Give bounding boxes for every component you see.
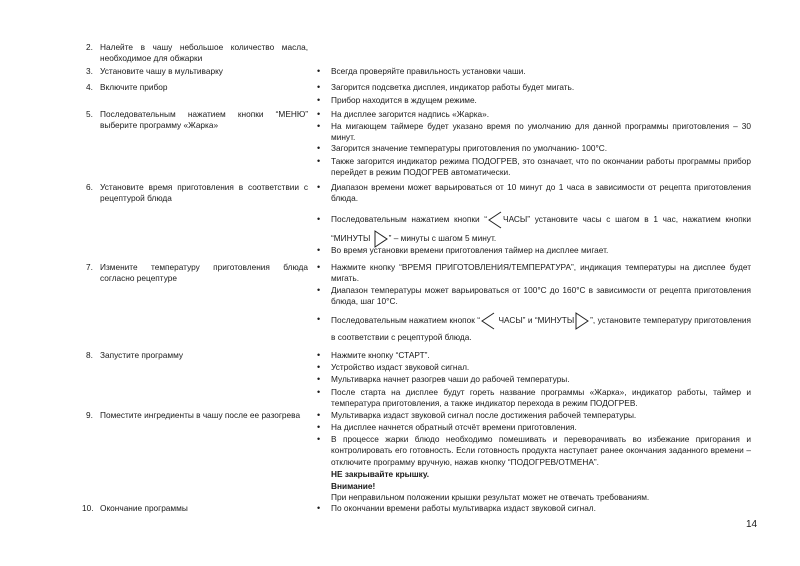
bullet-item bbox=[331, 422, 751, 433]
step-4 bbox=[86, 82, 308, 93]
step-number: 10. bbox=[82, 503, 94, 513]
bullet-item bbox=[331, 387, 751, 410]
step-text: Последовательным нажатием кнопки “МЕНЮ” выберите программу «Жарка» bbox=[100, 109, 308, 131]
attention-heading: Внимание! bbox=[331, 481, 376, 491]
step-text: Запустите программу bbox=[100, 350, 184, 360]
bullet-text: Также загорится индикатор режима ПОДОГРЕВ, это означает, что по окончании работы программы прибор перейдет в режим ПОДОГРЕВ автоматически. bbox=[331, 156, 751, 178]
bullet-text: Во время установки времени приготовления таймер на дисплее мигает. bbox=[331, 245, 609, 255]
bullet-text: Последовательным нажатием кнопки “ bbox=[331, 214, 488, 224]
bullet-item bbox=[331, 143, 751, 154]
bullet-item bbox=[331, 362, 751, 373]
bullet-item bbox=[331, 121, 751, 144]
step-number: 7. bbox=[86, 262, 93, 272]
bullet-text: Загорится значение температуры приготовления по умолчанию- 100°С. bbox=[331, 143, 608, 153]
bullet-item bbox=[331, 410, 751, 421]
step-text: Налейте в чашу небольшое количество масла, необходимое для обжарки bbox=[100, 42, 308, 64]
bullet-item bbox=[331, 245, 751, 256]
step-6 bbox=[86, 182, 308, 205]
step-8 bbox=[86, 350, 308, 361]
bullet-item bbox=[331, 434, 751, 468]
bullet-item bbox=[331, 210, 751, 248]
bullet-text: На дисплее начнется обратный отсчёт времени приготовления. bbox=[331, 422, 577, 432]
bullet-text: Прибор находится в ждущем режиме. bbox=[331, 95, 477, 105]
attention-text: При неправильном положении крышки результат может не отвечать требованиям. bbox=[331, 492, 650, 502]
bullet-text: Загорится подсветка дисплея, индикатор работы будет мигать. bbox=[331, 82, 575, 92]
step-number: 2. bbox=[86, 42, 93, 52]
bullet-text: Диапазон времени может варьироваться от 10 минут до 1 часа в зависимости от рецепта приготовления блюда. bbox=[331, 182, 751, 204]
step-number: 3. bbox=[86, 66, 93, 76]
step-text: Поместите ингредиенты в чашу после ее разогрева bbox=[100, 410, 301, 420]
bullet-item bbox=[331, 82, 751, 93]
step-text: Измените температуру приготовления блюда согласно рецептуре bbox=[100, 262, 308, 284]
step-number: 9. bbox=[86, 410, 93, 420]
bullet-item bbox=[331, 285, 751, 308]
bullet-text: ЧАСЫ” установите часы с шагом в 1 час, нажатием кнопки “МИНУТЫ bbox=[331, 214, 751, 243]
bullet-item bbox=[331, 109, 751, 120]
step-9 bbox=[86, 410, 308, 421]
bullet-item bbox=[331, 312, 751, 344]
step-text: Установите чашу в мультиварку bbox=[100, 66, 223, 76]
bullet-item bbox=[331, 262, 751, 285]
left-triangle-icon bbox=[488, 211, 502, 229]
step-number: 8. bbox=[86, 350, 93, 360]
step-2 bbox=[86, 42, 308, 65]
right-triangle-icon bbox=[575, 312, 589, 330]
bullet-item bbox=[331, 156, 751, 179]
step-number: 6. bbox=[86, 182, 93, 192]
bullet-text: Мультиварка издаст звуковой сигнал после достижения рабочей температуры. bbox=[331, 410, 637, 420]
bullet-text: Всегда проверяйте правильность установки чаши. bbox=[331, 66, 526, 76]
bullet-text: Нажмите кнопку “СТАРТ”. bbox=[331, 350, 430, 360]
step-3 bbox=[86, 66, 308, 77]
step-text: Установите время приготовления в соответствии с рецептурой блюда bbox=[100, 182, 308, 204]
bullet-text: ЧАСЫ” и “МИНУТЫ bbox=[498, 315, 575, 326]
bullet-item bbox=[331, 95, 751, 106]
bullet-text: ” – минуты с шагом 5 минут. bbox=[388, 233, 497, 243]
bullet-text: Диапазон температуры может варьироваться от 100°С до 160°С в зависимости от рецепта приготовления блюда, шаг 10°С. bbox=[331, 285, 751, 307]
bullet-item bbox=[331, 374, 751, 385]
bullet-text: На дисплее загорится надпись «Жарка». bbox=[331, 109, 490, 119]
bullet-item bbox=[331, 503, 751, 514]
bullet-text: На мигающем таймере будет указано время по умолчанию для данной программы приготовления – 30 минут. bbox=[331, 121, 751, 143]
warning-no-lid: НЕ закрывайте крышку. bbox=[331, 469, 430, 479]
bullet-text: После старта на дисплее будут гореть название программы «Жарка», индикатор работы, таймер и температура приготовления, а также индикатор перехода в режим ПОДОГРЕВ. bbox=[331, 387, 751, 409]
bullet-text: Нажмите кнопку “ВРЕМЯ ПРИГОТОВЛЕНИЯ/ТЕМПЕРАТУРА”, индикация температуры на дисплее будет мигать. bbox=[331, 262, 751, 284]
bullet-text: Последовательным нажатием кнопок “ bbox=[331, 315, 481, 326]
bullet-item bbox=[331, 350, 751, 361]
step-text: Включите прибор bbox=[100, 82, 168, 92]
step-5 bbox=[86, 109, 308, 132]
left-triangle-icon bbox=[481, 312, 495, 330]
page-number: 14 bbox=[746, 519, 758, 530]
bullet-text: В процессе жарки блюдо необходимо помешивать и переворачивать во избежание пригорания и контролировать его готовность. Если готовность продукта наступает ранее окончания заданного времени – отключите программу вручную, нажав кнопку “ПОДОГРЕВ/ОТМЕНА”. bbox=[331, 434, 751, 467]
bullet-text: Устройство издаст звуковой сигнал. bbox=[331, 362, 470, 372]
bullet-text: ”, установите температуру приготовления в соответствии с рецептурой блюда. bbox=[331, 315, 751, 342]
step-number: 5. bbox=[86, 109, 93, 119]
bullet-item bbox=[331, 182, 751, 205]
bullet-text: По окончании времени работы мультиварка издаст звуковой сигнал. bbox=[331, 503, 596, 513]
bullet-text: Мультиварка начнет разогрев чаши до рабочей температуры. bbox=[331, 374, 570, 384]
step-number: 4. bbox=[86, 82, 93, 92]
step-10 bbox=[82, 503, 308, 514]
step-7 bbox=[86, 262, 308, 285]
bullet-item bbox=[331, 66, 751, 77]
step-text: Окончание программы bbox=[100, 503, 188, 513]
